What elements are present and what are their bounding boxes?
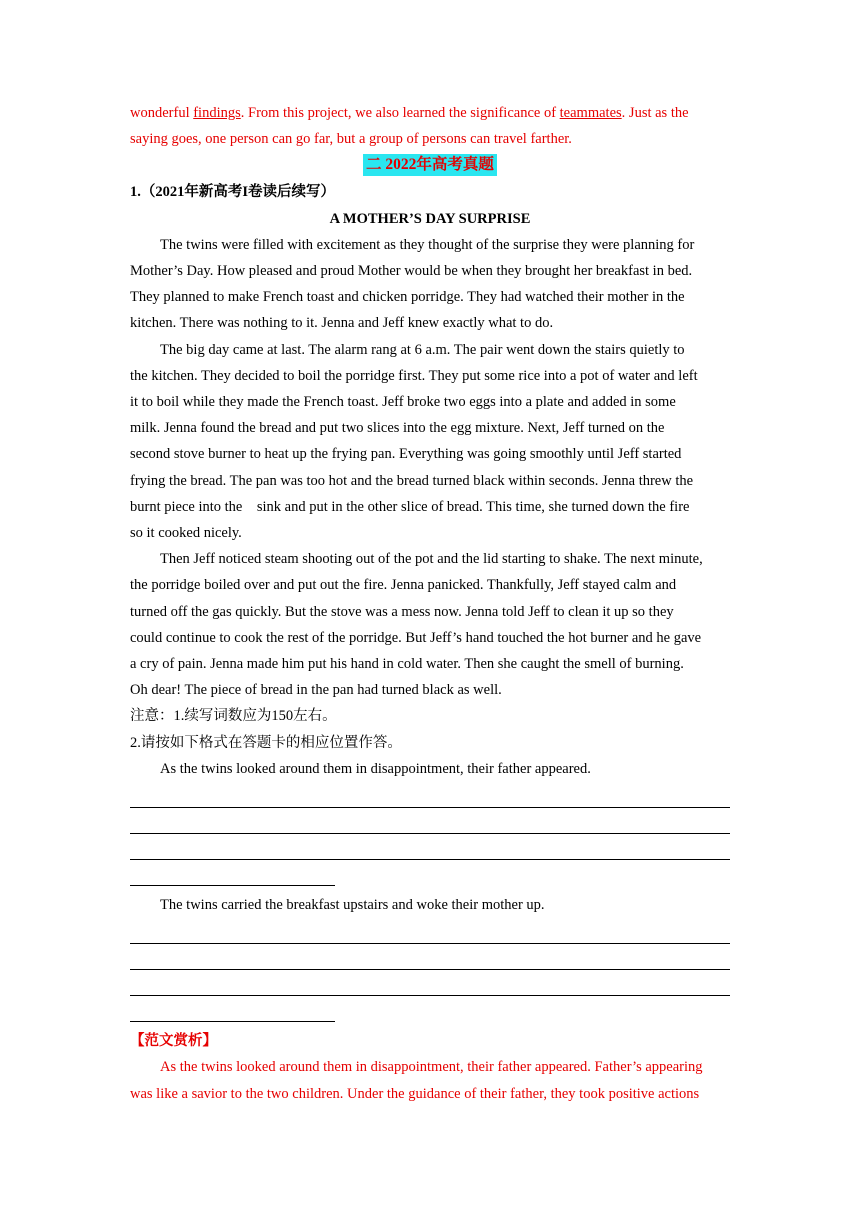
model-essay-heading: 【范文赏析】 xyxy=(130,1033,217,1050)
section-heading: 二 2022年高考真题 xyxy=(363,154,497,176)
note-word-count: 注意：1.续写词数应为150左右。 xyxy=(130,708,337,725)
question-label: 1.（2021年新高考I卷读后续写） xyxy=(130,184,336,201)
document-page xyxy=(130,100,730,1107)
text-line: the porridge boiled over and put out the fire. Jenna panicked. Thankfully, Jeff stayed calm and xyxy=(130,577,677,594)
paragraph-3 xyxy=(130,546,730,703)
text-line: Oh dear! The piece of bread in the pan had turned black as well. xyxy=(130,682,502,699)
underlined-word-findings: findings xyxy=(193,105,241,121)
text-line: could continue to cook the rest of the porridge. But Jeff’s hand touched the hot burner and he gave xyxy=(130,629,702,646)
model-essay-line: was like a savior to the two children. Under the guidance of their father, they took positive actions xyxy=(130,1085,700,1102)
model-essay-line: As the twins looked around them in disappointment, their father appeared. Father’s appearing xyxy=(160,1059,703,1076)
intro-text: . Just as the xyxy=(621,105,689,121)
answer-line[interactable] xyxy=(130,808,730,834)
text-line: frying the bread. The pan was too hot and the bread turned black within seconds. Jenna threw the xyxy=(130,472,694,489)
answer-line[interactable] xyxy=(130,918,730,944)
passage-title: A MOTHER’S DAY SURPRISE xyxy=(329,210,531,227)
intro-text: wonderful xyxy=(130,105,194,121)
paragraph-1 xyxy=(130,232,730,337)
text-line: burnt piece into the sink and put in the other slice of bread. This time, she turned down the fire xyxy=(130,498,690,515)
text-line: The twins were filled with excitement as they thought of the surprise they were planning for xyxy=(160,236,695,253)
paragraph-2 xyxy=(130,337,730,547)
continuation-prompt-2: The twins carried the breakfast upstairs and woke their mother up. xyxy=(160,897,545,914)
intro-line-1 xyxy=(130,100,730,126)
answer-line[interactable] xyxy=(130,970,730,996)
answer-area-1[interactable] xyxy=(130,782,730,886)
text-line: Then Jeff noticed steam shooting out of the pot and the lid starting to shake. The next minute, xyxy=(160,551,703,568)
answer-line[interactable] xyxy=(130,782,730,808)
text-line: Mother’s Day. How pleased and proud Mother would be when they brought her breakfast in bed. xyxy=(130,263,693,280)
answer-area-2[interactable] xyxy=(130,918,730,1022)
answer-line[interactable] xyxy=(130,944,730,970)
answer-line-short[interactable] xyxy=(130,860,335,886)
text-line: kitchen. There was nothing to it. Jenna and Jeff knew exactly what to do. xyxy=(130,315,554,332)
continuation-prompt-1: As the twins looked around them in disappointment, their father appeared. xyxy=(160,760,591,777)
text-line: turned off the gas quickly. But the stove was a mess now. Jenna told Jeff to clean it up so they xyxy=(130,603,674,620)
section-heading-row xyxy=(130,154,730,176)
answer-line[interactable] xyxy=(130,834,730,860)
intro-line-2: saying goes, one person can go far, but a group of persons can travel farther. xyxy=(130,131,572,148)
text-line: milk. Jenna found the bread and put two slices into the egg mixture. Next, Jeff turned on the xyxy=(130,420,665,437)
text-line: it to boil while they made the French toast. Jeff broke two eggs into a plate and added in some xyxy=(130,394,676,411)
answer-line-short[interactable] xyxy=(130,996,335,1022)
intro-text: . From this project, we also learned the significance of xyxy=(240,105,560,121)
underlined-word-teammates: teammates xyxy=(559,105,622,121)
text-line: a cry of pain. Jenna made him put his hand in cold water. Then she caught the smell of burning. xyxy=(130,656,684,673)
text-line: so it cooked nicely. xyxy=(130,525,242,542)
text-line: the kitchen. They decided to boil the porridge first. They put some rice into a pot of water and left xyxy=(130,367,698,384)
text-line: second stove burner to heat up the frying pan. Everything was going smoothly until Jeff started xyxy=(130,446,682,463)
note-format: 2.请按如下格式在答题卡的相应位置作答。 xyxy=(130,734,402,751)
text-line: The big day came at last. The alarm rang at 6 a.m. The pair went down the stairs quietly to xyxy=(160,341,685,358)
text-line: They planned to make French toast and chicken porridge. They had watched their mother in the xyxy=(130,289,685,306)
